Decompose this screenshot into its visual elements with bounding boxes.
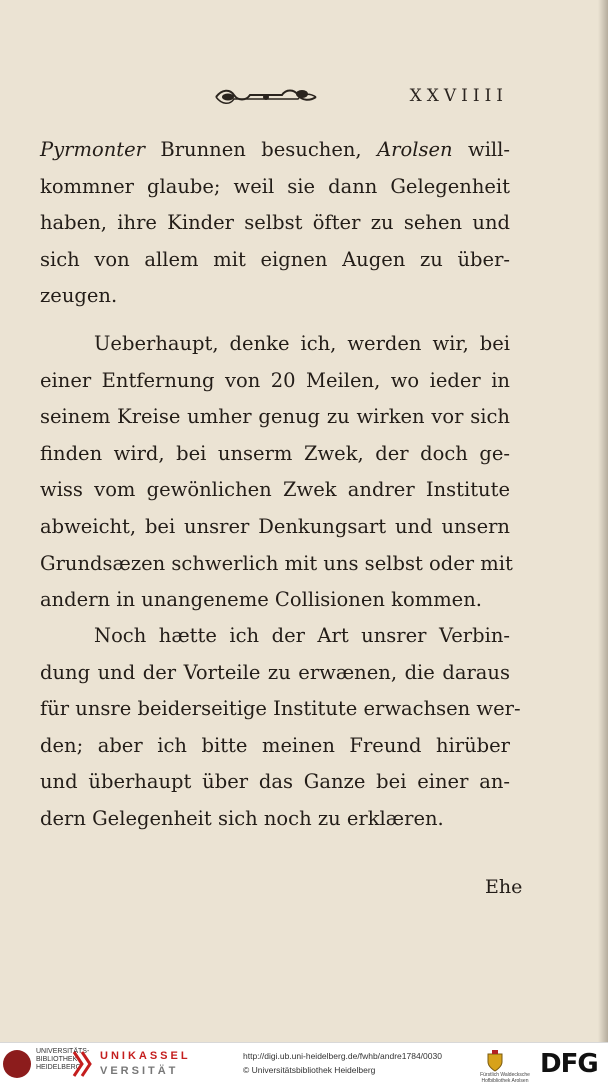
text-line: sich von allem mit eignen Augen zu über-: [40, 247, 510, 271]
source-url-link[interactable]: http://digi.ub.uni-heidelberg.de/fwhb/andre1784/0030: [243, 1051, 442, 1061]
printers-ornament-icon: [212, 84, 320, 110]
arolsen-library-label: Fürstlich Waldecksche Hofbibliothek Arolsen: [480, 1072, 530, 1084]
text-line: Ueberhaupt, denke ich, werden wir, bei: [94, 332, 510, 355]
copyright-text: © Universitätsbibliothek Heidelberg: [243, 1065, 376, 1075]
catchword: Ehe: [485, 876, 523, 898]
text-line: einer Entfernung von 20 Meilen, wo ieder in: [40, 368, 510, 392]
text-line: Noch hætte ich der Art unsrer Verbin-: [94, 624, 510, 647]
dfg-logo: DFG: [540, 1049, 598, 1079]
text-line: haben, ihre Kinder selbst öfter zu sehen und: [40, 211, 510, 235]
text-line: seinem Kreise umher genug zu wirken vor sich: [40, 405, 510, 429]
heidelberg-library-label: UNIVERSITÄTS-BIBLIOTHEK HEIDELBERG: [36, 1048, 90, 1071]
text-line: andern in unangeneme Collisionen kommen.: [40, 588, 482, 612]
kassel-logo-icon: [72, 1050, 92, 1078]
text-line: wiss vom gewönlichen Zwek andrer Institute: [40, 478, 510, 502]
text-line: und überhaupt über das Ganze bei einer an-: [40, 770, 510, 794]
text-line: Pyrmonter Brunnen besuchen, Arolsen will-: [40, 138, 510, 161]
text-line: für unsre beiderseitige Institute erwachsen wer-: [40, 697, 521, 721]
arolsen-crest-icon: [487, 1050, 503, 1072]
text-line: abweicht, bei unsrer Denkungsart und unsern: [40, 514, 510, 538]
text-line: finden wird, bei unserm Zwek, der doch ge-: [40, 441, 510, 465]
text-line: dung und der Vorteile zu erwænen, die daraus: [40, 660, 510, 684]
text-line: kommner glaube; weil sie dann Gelegenheit: [40, 174, 510, 198]
kassel-logo-text: UNIKASSEL VERSITÄT: [100, 1050, 191, 1077]
page-edge-shadow: [598, 0, 608, 1042]
page-number: XXVIIII: [409, 86, 508, 106]
text-line: dern Gelegenheit sich noch zu erklæren.: [40, 806, 444, 830]
heidelberg-seal-icon: [3, 1050, 31, 1078]
paragraph-2: [40, 326, 513, 619]
paragraph-3: [40, 618, 521, 838]
text-line: den; aber ich bitte meinen Freund hirüber: [40, 733, 510, 757]
paragraph-1: [40, 132, 510, 315]
text-line: zeugen.: [40, 284, 118, 308]
text-line: Grundsæzen schwerlich mit uns selbst oder mit: [40, 551, 513, 575]
footer-bar: [0, 1042, 608, 1086]
